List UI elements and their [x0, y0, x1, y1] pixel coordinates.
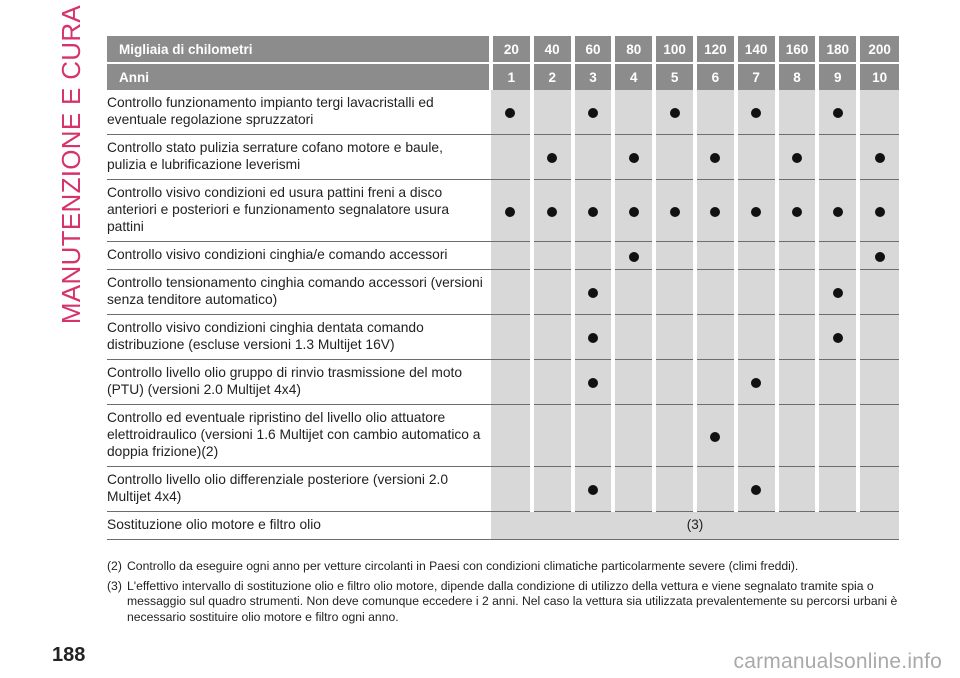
header-year-9: 9 [817, 63, 858, 90]
schedule-cell [736, 90, 777, 135]
schedule-cell [491, 180, 532, 242]
check-dot-icon [505, 207, 515, 217]
schedule-cell [613, 270, 654, 315]
maintenance-item-text: Controllo stato pulizia serrature cofano motore e baule, pulizia e lubrificazione leverismi [107, 135, 491, 180]
schedule-cell [695, 242, 736, 270]
header-year-8: 8 [777, 63, 818, 90]
table-row [107, 405, 899, 467]
schedule-cell [532, 242, 573, 270]
check-dot-icon [710, 207, 720, 217]
header-km-60: 60 [573, 36, 614, 63]
header-km-200: 200 [858, 36, 899, 63]
schedule-cell [777, 467, 818, 512]
schedule-cell [491, 90, 532, 135]
schedule-cell [491, 405, 532, 467]
schedule-cell [491, 270, 532, 315]
oil-change-note: (3) [491, 512, 899, 540]
schedule-cell [573, 360, 614, 405]
schedule-cell [695, 360, 736, 405]
schedule-cell [532, 180, 573, 242]
schedule-cell [654, 242, 695, 270]
schedule-cell [695, 270, 736, 315]
check-dot-icon [875, 207, 885, 217]
schedule-cell [858, 405, 899, 467]
check-dot-icon [833, 108, 843, 118]
schedule-cell [613, 405, 654, 467]
schedule-cell [654, 135, 695, 180]
schedule-cell [532, 90, 573, 135]
schedule-cell [817, 315, 858, 360]
check-dot-icon [875, 153, 885, 163]
schedule-cell [573, 242, 614, 270]
schedule-cell [736, 467, 777, 512]
schedule-cell [573, 90, 614, 135]
schedule-cell [736, 405, 777, 467]
header-km-180: 180 [817, 36, 858, 63]
table-body [107, 90, 899, 540]
check-dot-icon [833, 333, 843, 343]
maintenance-item-text: Controllo visivo condizioni cinghia/e comando accessori [107, 242, 491, 270]
schedule-cell [695, 315, 736, 360]
header-km-20: 20 [491, 36, 532, 63]
schedule-cell [858, 467, 899, 512]
schedule-cell [532, 405, 573, 467]
header-km-label: Migliaia di chilometri [107, 36, 491, 63]
check-dot-icon [751, 485, 761, 495]
check-dot-icon [629, 207, 639, 217]
check-dot-icon [505, 108, 515, 118]
page-number: 188 [52, 644, 86, 666]
schedule-cell [736, 360, 777, 405]
table-row [107, 242, 899, 270]
schedule-cell [858, 360, 899, 405]
table-row-oil-change [107, 512, 899, 540]
schedule-cell [777, 315, 818, 360]
header-year-6: 6 [695, 63, 736, 90]
check-dot-icon [751, 108, 761, 118]
header-year-5: 5 [654, 63, 695, 90]
table-row [107, 467, 899, 512]
schedule-cell [613, 180, 654, 242]
schedule-cell [613, 360, 654, 405]
schedule-cell [817, 180, 858, 242]
check-dot-icon [670, 108, 680, 118]
header-row-km [107, 36, 899, 63]
schedule-cell [777, 270, 818, 315]
schedule-cell [573, 315, 614, 360]
check-dot-icon [547, 153, 557, 163]
header-km-140: 140 [736, 36, 777, 63]
table-row [107, 270, 899, 315]
header-years-label: Anni [107, 63, 491, 90]
schedule-cell [573, 135, 614, 180]
schedule-cell [573, 180, 614, 242]
maintenance-schedule-table [107, 36, 899, 540]
section-title-vertical [52, 4, 92, 324]
check-dot-icon [833, 288, 843, 298]
schedule-cell [695, 90, 736, 135]
check-dot-icon [710, 432, 720, 442]
section-title: MANUTENZIONE E CURA [56, 4, 87, 324]
maintenance-item-text: Controllo visivo condizioni ed usura pattini freni a disco anteriori e posteriori e funzionamento segnalatore usura pattini [107, 180, 491, 242]
footnote-ref: (2) [107, 559, 122, 573]
schedule-cell [817, 242, 858, 270]
schedule-cell [858, 90, 899, 135]
schedule-cell [654, 90, 695, 135]
schedule-cell [777, 360, 818, 405]
schedule-cell [858, 242, 899, 270]
table-row [107, 315, 899, 360]
schedule-cell [817, 135, 858, 180]
header-km-120: 120 [695, 36, 736, 63]
check-dot-icon [588, 378, 598, 388]
schedule-cell [532, 270, 573, 315]
schedule-cell [573, 405, 614, 467]
schedule-cell [858, 315, 899, 360]
table-header [107, 36, 899, 90]
schedule-cell [613, 242, 654, 270]
schedule-cell [532, 467, 573, 512]
schedule-cell [613, 315, 654, 360]
schedule-cell [736, 242, 777, 270]
schedule-cell [858, 135, 899, 180]
header-year-4: 4 [613, 63, 654, 90]
header-year-2: 2 [532, 63, 573, 90]
footnote [107, 579, 899, 626]
check-dot-icon [629, 252, 639, 262]
header-km-80: 80 [613, 36, 654, 63]
schedule-cell [532, 135, 573, 180]
maintenance-item-text: Controllo tensionamento cinghia comando accessori (versioni senza tenditore automatico) [107, 270, 491, 315]
schedule-cell [858, 180, 899, 242]
check-dot-icon [751, 207, 761, 217]
footnote-text: L'effettivo intervallo di sostituzione olio e filtro olio motore, dipende dalla condizione di utilizzo della vettura e viene segnalato tramite spia o messaggio sul quadro strumenti. Non deve comunque eccedere i 2 anni. Nel caso la vettura sia utilizzata prevalentemente su percorsi urbani è necessario sostituire olio motore e filtro ogni anno. [127, 578, 898, 624]
check-dot-icon [588, 485, 598, 495]
check-dot-icon [670, 207, 680, 217]
footnote-ref: (3) [107, 578, 122, 593]
footnote-text: Controllo da eseguire ogni anno per vetture circolanti in Paesi con condizioni climatiche particolarmente severe (climi freddi). [127, 559, 799, 573]
schedule-cell [695, 180, 736, 242]
schedule-cell [817, 467, 858, 512]
check-dot-icon [751, 378, 761, 388]
schedule-cell [654, 180, 695, 242]
schedule-cell [613, 467, 654, 512]
schedule-cell [491, 360, 532, 405]
header-km-160: 160 [777, 36, 818, 63]
schedule-cell [532, 315, 573, 360]
table-row [107, 135, 899, 180]
schedule-cell [654, 360, 695, 405]
schedule-cell [817, 90, 858, 135]
table-row [107, 180, 899, 242]
schedule-cell [777, 90, 818, 135]
schedule-cell [654, 270, 695, 315]
schedule-cell [695, 135, 736, 180]
check-dot-icon [547, 207, 557, 217]
schedule-cell [695, 467, 736, 512]
schedule-cell [573, 467, 614, 512]
schedule-cell [858, 270, 899, 315]
schedule-cell [491, 242, 532, 270]
header-year-3: 3 [573, 63, 614, 90]
schedule-cell [491, 315, 532, 360]
schedule-cell [654, 467, 695, 512]
schedule-cell [777, 135, 818, 180]
check-dot-icon [710, 153, 720, 163]
schedule-cell [695, 405, 736, 467]
header-row-years [107, 63, 899, 90]
check-dot-icon [792, 207, 802, 217]
schedule-cell [491, 467, 532, 512]
schedule-cell [736, 315, 777, 360]
schedule-cell [736, 135, 777, 180]
check-dot-icon [833, 207, 843, 217]
maintenance-item-text: Sostituzione olio motore e filtro olio [107, 512, 491, 540]
check-dot-icon [588, 288, 598, 298]
watermark: carmanualsonline.info [733, 650, 942, 673]
schedule-cell [654, 405, 695, 467]
schedule-cell [817, 360, 858, 405]
schedule-cell [777, 180, 818, 242]
schedule-cell [613, 135, 654, 180]
schedule-cell [777, 405, 818, 467]
schedule-cell [491, 135, 532, 180]
maintenance-item-text: Controllo livello olio differenziale posteriore (versioni 2.0 Multijet 4x4) [107, 467, 491, 512]
footnotes [107, 559, 899, 629]
header-km-40: 40 [532, 36, 573, 63]
maintenance-item-text: Controllo livello olio gruppo di rinvio trasmissione del moto (PTU) (versioni 2.0 Multijet 4x4) [107, 360, 491, 405]
check-dot-icon [588, 333, 598, 343]
maintenance-item-text: Controllo visivo condizioni cinghia dentata comando distribuzione (escluse versioni 1.3 Multijet 16V) [107, 315, 491, 360]
schedule-cell [654, 315, 695, 360]
table-row [107, 360, 899, 405]
check-dot-icon [629, 153, 639, 163]
header-year-10: 10 [858, 63, 899, 90]
maintenance-item-text: Controllo ed eventuale ripristino del livello olio attuatore elettroidraulico (versioni 1.6 Multijet con cambio automatico a doppia frizione)(2) [107, 405, 491, 467]
maintenance-item-text: Controllo funzionamento impianto tergi lavacristalli ed eventuale regolazione spruzzatori [107, 90, 491, 135]
check-dot-icon [588, 108, 598, 118]
header-km-100: 100 [654, 36, 695, 63]
schedule-cell [777, 242, 818, 270]
schedule-cell [736, 180, 777, 242]
check-dot-icon [875, 252, 885, 262]
check-dot-icon [792, 153, 802, 163]
schedule-cell [573, 270, 614, 315]
schedule-cell [613, 90, 654, 135]
check-dot-icon [588, 207, 598, 217]
header-year-7: 7 [736, 63, 777, 90]
schedule-cell [817, 405, 858, 467]
footnote [107, 559, 899, 575]
schedule-cell [532, 360, 573, 405]
table-row [107, 90, 899, 135]
schedule-cell [817, 270, 858, 315]
schedule-cell [736, 270, 777, 315]
header-year-1: 1 [491, 63, 532, 90]
